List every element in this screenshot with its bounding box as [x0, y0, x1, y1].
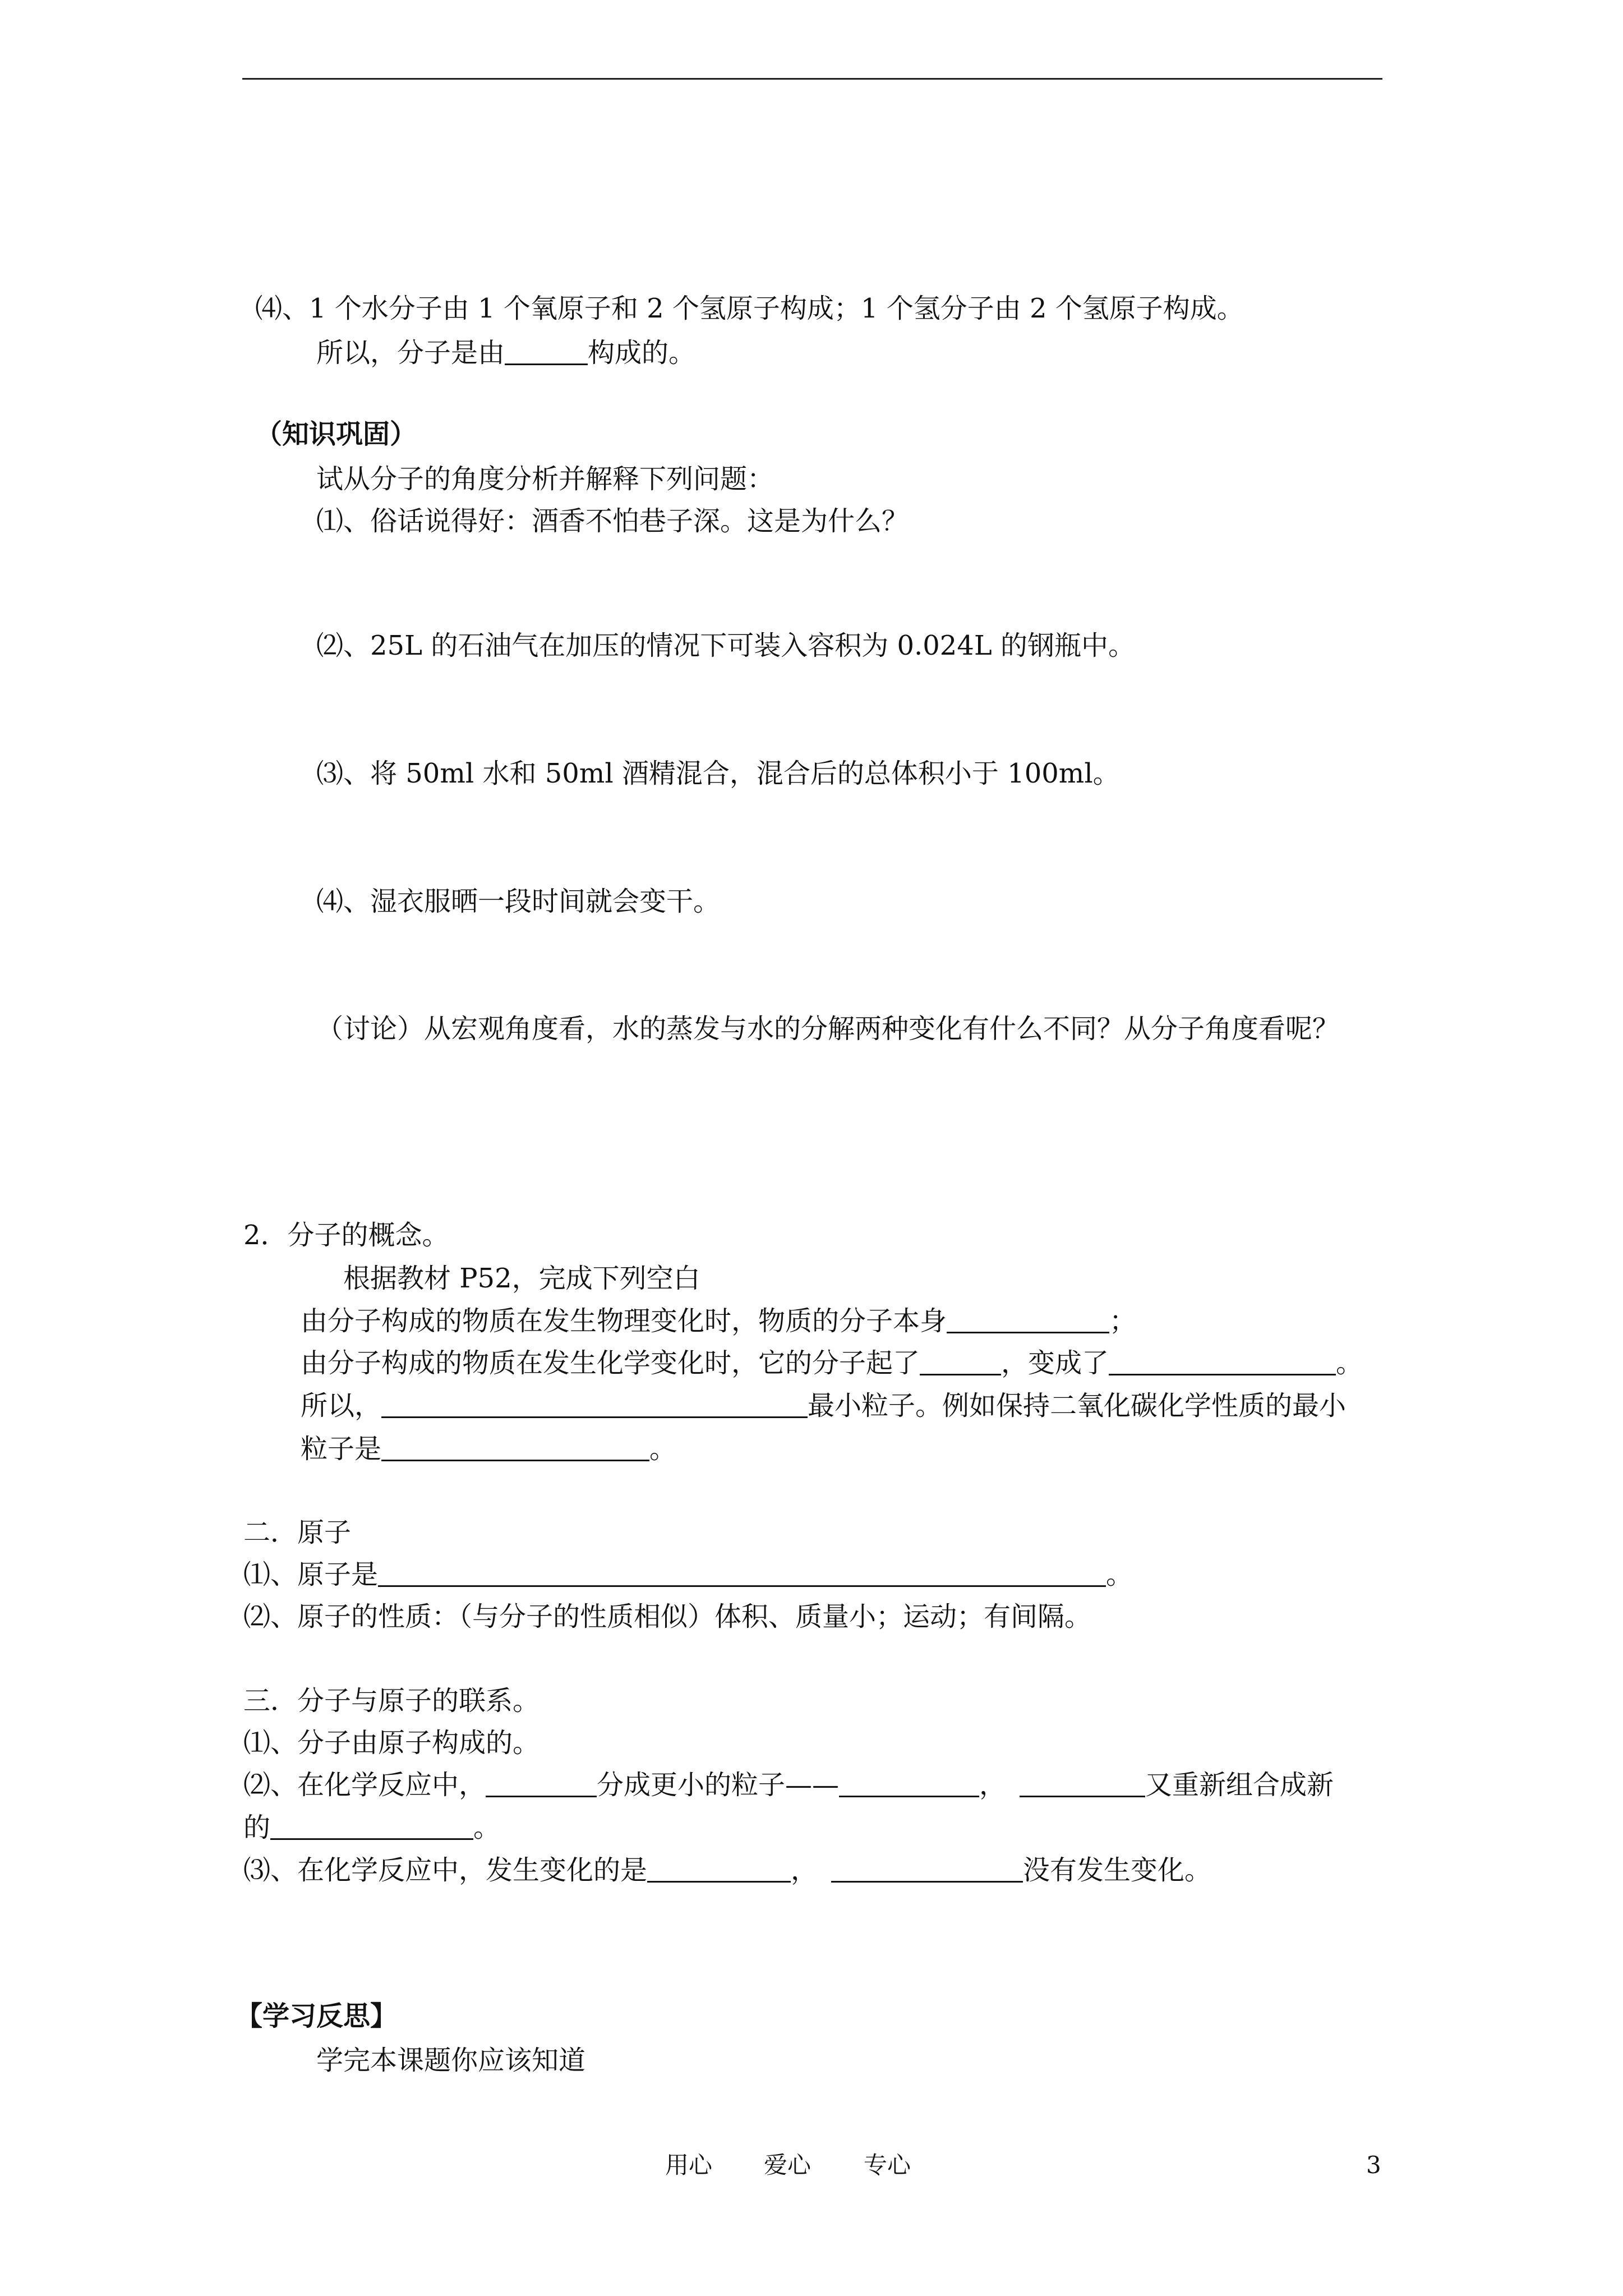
blank-field[interactable]: [505, 335, 588, 365]
relation-heading: 三．分子与原子的联系。: [243, 1685, 540, 1717]
question-1: ⑴、俗话说得好：酒香不怕巷子深。这是为什么？: [316, 505, 909, 537]
page-number: 3: [1366, 2151, 1381, 2179]
concept-line-2-post: 。: [1336, 1347, 1363, 1379]
relation-item-2-cont-pre: 的: [243, 1812, 271, 1843]
discussion: （讨论）从宏观角度看，水的蒸发与水的分解两种变化有什么不同？从分子角度看呢？: [316, 1013, 1340, 1045]
consolidation-heading: （知识巩固）: [255, 418, 417, 450]
item4-conclusion: [316, 335, 695, 371]
relation-item-2-mid2: ，: [979, 1769, 1007, 1801]
relation-item-3-pre: ⑶、在化学反应中，发生变化的是: [243, 1855, 648, 1886]
concept-line-3-post: 最小粒子。例如保持二氧化碳化学性质的最小: [808, 1390, 1347, 1421]
relation-item-2-post: 又重新组合成新: [1145, 1769, 1334, 1801]
relation-item-3-mid: ，: [791, 1855, 818, 1886]
reflection-text: 学完本课题你应该知道: [316, 2045, 586, 2076]
relation-item-2-pre: ⑵、在化学反应中，: [243, 1769, 486, 1801]
blank-field[interactable]: [270, 1810, 473, 1840]
relation-item-3: [243, 1852, 1211, 1888]
relation-item-2-continued: [243, 1810, 500, 1846]
concept-line-4-pre: 粒子是: [301, 1433, 382, 1465]
blank-field[interactable]: [831, 1853, 1023, 1883]
blank-field[interactable]: [947, 1304, 1109, 1333]
concept-line-4-post: 。: [649, 1433, 677, 1465]
footer-motto-2: 爱心: [764, 2151, 811, 2179]
blank-field[interactable]: [486, 1768, 597, 1797]
concept-line-2-mid: ，变成了: [1001, 1347, 1109, 1379]
concept-line-3: [301, 1388, 1346, 1424]
question-4: ⑷、湿衣服晒一段时间就会变干。: [316, 886, 721, 917]
consolidation-intro: 试从分子的角度分析并解释下列问题：: [316, 463, 774, 495]
blank-field[interactable]: [839, 1768, 979, 1797]
relation-item-3-post: 没有发生变化。: [1023, 1855, 1212, 1886]
reflection-heading: 【学习反思】: [236, 2000, 398, 2032]
atom-item-1-pre: ⑴、原子是: [243, 1559, 379, 1590]
footer-motto-3: 专心: [864, 2151, 911, 2179]
blank-field[interactable]: [1020, 1768, 1145, 1797]
blank-field[interactable]: [381, 1388, 808, 1418]
relation-item-2: [243, 1767, 1334, 1803]
blank-field[interactable]: [381, 1432, 649, 1461]
concept-line-3-pre: 所以，: [301, 1390, 382, 1421]
relation-item-2-mid1: 分成更小的粒子——: [597, 1769, 840, 1801]
concept-instruction: 根据教材 P52，完成下列空白: [343, 1263, 700, 1294]
blank-field[interactable]: [647, 1853, 791, 1883]
atom-item-2: ⑵、原子的性质：（与分子的性质相似）体积、质量小；运动；有间隔。: [243, 1601, 1092, 1632]
question-2: ⑵、25L 的石油气在加压的情况下可装入容积为 0.024L 的钢瓶中。: [316, 630, 1136, 661]
blank-field[interactable]: [1109, 1346, 1336, 1375]
concept-line-1-post: ；: [1109, 1305, 1137, 1337]
relation-item-1: ⑴、分子由原子构成的。: [243, 1727, 540, 1759]
blank-field[interactable]: [378, 1557, 1106, 1587]
item4-composition: ⑷、1 个水分子由 1 个氧原子和 2 个氢原子构成；1 个氢分子由 2 个氢原子构成。: [255, 293, 1244, 324]
concept-line-1: [301, 1303, 1136, 1339]
concept-line-1-pre: 由分子构成的物质在发生物理变化时，物质的分子本身: [301, 1305, 947, 1337]
question-3: ⑶、将 50ml 水和 50ml 酒精混合，混合后的总体积小于 100ml。: [316, 758, 1120, 789]
item4-conclusion-post: 构成的。: [588, 337, 696, 369]
atom-item-1: [243, 1557, 1133, 1593]
concept-line-2-pre: 由分子构成的物质在发生化学变化时，它的分子起了: [301, 1347, 920, 1379]
header-rule: [242, 78, 1382, 80]
concept-heading: 2．分子的概念。: [243, 1220, 449, 1251]
relation-item-2-cont-post: 。: [473, 1812, 501, 1843]
concept-line-2: [301, 1345, 1363, 1381]
footer-motto-1: 用心: [665, 2151, 713, 2179]
concept-line-4: [301, 1431, 676, 1467]
blank-field[interactable]: [920, 1346, 1001, 1375]
item4-conclusion-pre: 所以，分子是由: [316, 337, 505, 369]
atom-item-1-post: 。: [1106, 1559, 1133, 1590]
atom-heading: 二．原子: [243, 1517, 352, 1548]
